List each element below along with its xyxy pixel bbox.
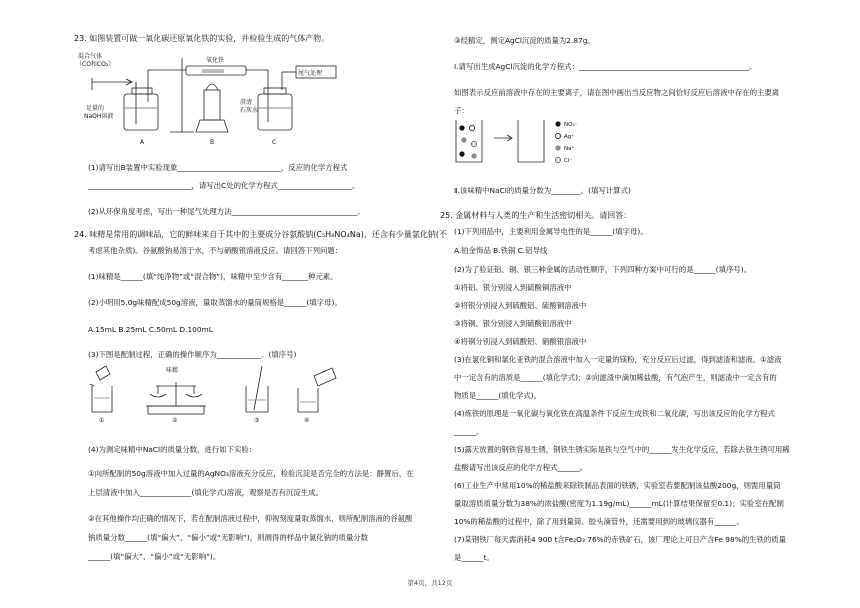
q24-part1: (1)味精是______(填“纯净物”或“混合物”)，味精中至少含有_______种元素。	[88, 272, 338, 281]
q24-part4-line2: 上层清液中加入______________(填化学式)溶液，观察是否有沉淀生成。	[88, 488, 323, 497]
q25-part2-b: ②将银分别浸入到硫酸铝、硫酸铜溶液中	[454, 301, 587, 310]
q25-part2: (2)为了验证铝、铜、银三种金属的活动性顺序，下列四种方案中可行的是______(填序号)。	[454, 265, 752, 274]
fig23-label-b: B	[210, 139, 215, 146]
q24-procedure-figure	[86, 362, 386, 422]
page-footer: 第4页，共12页	[407, 579, 453, 587]
q25-part3-line2: 中一定含有的溶质是______(填化学式)；②向滤渣中滴加稀盐酸，有气泡产生，则滤渣中一定含有的	[454, 373, 777, 382]
q25-part2-c: ③将铜、银分别浸入到硫酸铝溶液中	[454, 319, 572, 328]
q23-part1-line1: (1)请写出B装置中实验现象____________________________，反应的化学方程式	[88, 163, 348, 172]
q24-part4-line3: ②在其他操作均正确的情况下，若在配制溶液过程中，仰视刻度量取蒸馏水，则所配制溶液的谷氨酸	[88, 514, 413, 523]
q25-title: 25. 金属材料与人类的生产和生活密切相关。请回答：	[440, 211, 632, 220]
q24-part4-line4: 钠质量分数______(填“偏大”、“偏小”或“无影响”)，则测得的样品中氯化钠的质量分数	[88, 533, 369, 542]
r-line4: Ⅱ.该味精中NaCl的质量分数为________。(填写计算式)	[454, 186, 631, 195]
ion-diagram	[452, 118, 592, 170]
q23-part2: (2)从环保角度考虑，写出一种尾气处理方法__________________________________。	[88, 207, 365, 216]
fig23-naoh-1: 足量的	[86, 105, 105, 112]
fig23-label-c: C	[272, 139, 277, 146]
q25-part4-line2: ______。	[454, 427, 484, 436]
q25-part1-options: A.铂金饰品 B.铁锅 C.铝导线	[454, 246, 548, 255]
q25-part6-line3: 10%的稀盐酸的过程中，除了用到量筒、胶头滴管外，还需要用到的玻璃仪器有______。	[454, 517, 744, 526]
r-line3b: 子：	[454, 106, 469, 115]
r-line2: Ⅰ.请写出生成AgCl沉淀的化学方程式：______________________________________________。	[454, 62, 757, 71]
fig24-n1: ①	[99, 417, 105, 424]
q23-part1-line2: ____________________________，请写出C处的化学方程式____________________。	[88, 181, 360, 190]
fig23-limewater-2: 石灰水	[240, 107, 259, 114]
q23-title: 23. 如图装置可做一氧化碳还原氧化铁的实验，并检验生成的气体产物。	[74, 34, 330, 43]
q24-title-line1: 24. 味精是常用的调味品，它的鲜味来自于其中的主要成分谷氨酸钠(C₅H₈NO₄Na)，还含有少量氯化钠(不	[74, 230, 448, 239]
q25-part7-line2: 是______t。	[454, 553, 494, 562]
legend-na: Na⁺	[564, 146, 575, 152]
q25-part5-line2: 盐酸请写出该反应的化学方程式______。	[454, 463, 588, 472]
q23-apparatus-figure	[76, 50, 323, 150]
q24-part4: (4)为测定味精中NaCl的质量分数，进行如下实验：	[88, 445, 257, 454]
fig23-gas-in-2: （CO和CO₂）	[76, 61, 115, 68]
q24-part2: (2)小明用5.0g味精配成50g溶液，量取蒸馏水的量筒规格是______(填字母)。	[88, 298, 342, 307]
fig23-limewater-1: 澄清	[240, 99, 253, 106]
legend-no3: NO₃⁻	[564, 122, 578, 128]
fig23-naoh-2: NaOH溶液	[84, 113, 114, 120]
fig23-iron-oxide: 氧化铁	[206, 57, 225, 64]
q25-part4-line1: (4)炼铁的原理是一氧化碳与氧化铁在高温条件下反应生成铁和二氧化碳，写出该反应的化学方程式	[454, 409, 775, 418]
q24-part2-options: A.15mL B.25mL C.50mL D.100mL	[88, 325, 213, 334]
q25-part7-line1: (7)某钢铁厂每天需消耗4 900 t含Fe₂O₃ 76%的赤铁矿石，该厂理论上可日产含Fe 98%的生铁的质量	[454, 535, 787, 544]
q24-part3: (3)下图是配制过程，正确的操作顺序为____________．(填序号)	[88, 350, 297, 359]
q25-part5-line1: (5)露天放置的钢铁容易生锈，钢铁生锈实际是铁与空气中的______发生化学反应，若除去铁生锈可用稀	[454, 445, 790, 454]
fig24-weijing: 味精	[166, 367, 179, 374]
r-line3: 如图表示反应前溶液中存在的主要离子，请在图中画出当反应物之间恰好反应后溶液中存在的主要离	[454, 88, 780, 97]
q25-part2-d: ④将铜分别浸入到硫酸铝、硝酸银溶液中	[454, 337, 587, 346]
fig24-n4: ④	[304, 417, 310, 424]
legend-ag: Ag⁺	[564, 134, 575, 140]
fig24-n2: ②	[172, 417, 178, 424]
q25-part1: (1)下列用品中，主要利用金属导电性的是______(填字母)。	[454, 227, 648, 236]
q24-part4-line5: ______(填“偏大”、“偏小”或“无影响”)。	[88, 552, 221, 561]
fig24-n3: ③	[254, 417, 260, 424]
fig23-label-a: A	[140, 139, 145, 146]
r-line1: ③经精定，测定AgCl沉淀的质量为2.87g。	[454, 36, 595, 45]
fig23-gas-in-1: 混合气体	[78, 53, 103, 60]
q25-part6-line1: (6)工业生产中常用10%的稀盐酸来除铁制品表面的铁锈，实验室若要配制该盐酸200g，则需用量筒	[454, 481, 781, 490]
q24-part4-line1: ①向所配制的50g溶液中加入过量的AgNO₃溶液充分反应，检验沉淀是否完全的方法是：静置后，在	[88, 469, 414, 478]
fig23-tail-gas: 尾气处理	[298, 70, 323, 77]
q24-title-line2: 考虑其他杂质)。谷氨酸钠易溶于水，不与硝酸银溶液反应。请回答下列问题：	[88, 246, 343, 255]
q25-part2-a: ①将铝、银分别浸入到硫酸铜溶液中	[454, 283, 572, 292]
q25-part6-line2: 量取溶质质量分数为38%的浓盐酸(密度为1.19g/mL)______mL(计算结果保留至0.1)；实验室在配制	[454, 499, 784, 508]
q25-part3-line3: 物质是______(填化学式)。	[454, 391, 542, 400]
q25-part3-line1: (3)在氯化铜和氯化亚铁的混合溶液中加入一定量的镁粉，充分反应后过滤，得到滤渣和滤液。①滤液	[454, 355, 782, 364]
legend-cl: Cl⁻	[564, 158, 573, 164]
